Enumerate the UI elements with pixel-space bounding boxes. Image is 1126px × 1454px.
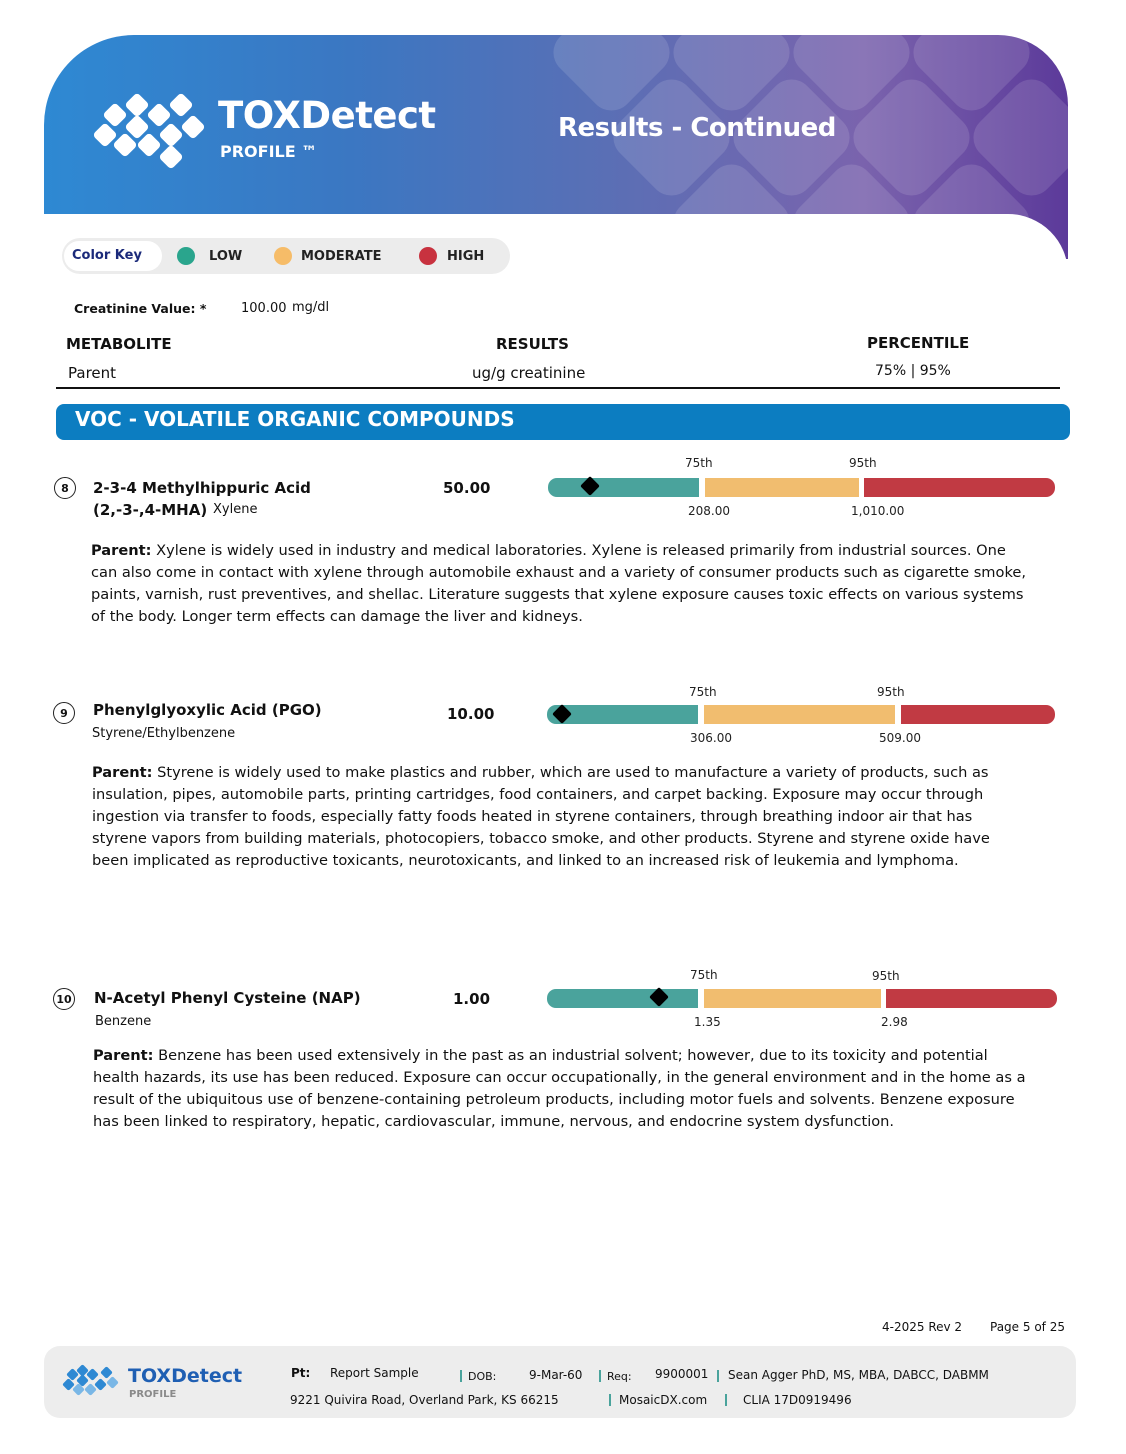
metabolite-number: 9 <box>53 702 75 724</box>
low-range-bar <box>547 989 698 1008</box>
separator <box>460 1370 462 1382</box>
key-low-label: LOW <box>209 249 243 264</box>
separator <box>599 1370 601 1382</box>
metabolite-description <box>91 540 1026 628</box>
req-value: 9900001 <box>655 1367 709 1381</box>
low-dot-icon <box>177 247 195 265</box>
metabolite-result: 1.00 <box>453 990 491 1008</box>
revision-label: 4-2025 Rev 2 <box>882 1320 963 1334</box>
req-label: Req: <box>607 1370 632 1383</box>
page-number: Page 5 of 25 <box>990 1320 1065 1334</box>
description-label: Parent: <box>91 542 152 559</box>
p75-label: 75th <box>689 685 717 699</box>
high-range-bar <box>886 989 1057 1008</box>
results-subheader: ug/g creatinine <box>472 364 586 382</box>
low-range-bar <box>548 478 699 497</box>
lab-address: 9221 Quivira Road, Overland Park, KS 66215 <box>290 1393 559 1407</box>
metabolite-name-line2: (2,-3-,4-MHA) <box>93 501 208 519</box>
p75-label: 75th <box>690 968 718 982</box>
description-label: Parent: <box>93 1047 154 1064</box>
metabolite-parent: Xylene <box>213 502 258 517</box>
metabolite-subheader: Parent <box>68 364 117 382</box>
p95-value: 2.98 <box>881 1015 908 1029</box>
toxdetect-logo-icon <box>96 96 208 158</box>
page-title: Results - Continued <box>558 113 836 143</box>
separator <box>609 1394 611 1406</box>
results-column-header: RESULTS <box>496 335 569 353</box>
percentile-column-header: PERCENTILE <box>867 334 970 352</box>
creatinine-label: Creatinine Value: * <box>74 301 207 316</box>
creatinine-unit: mg/dl <box>292 300 330 315</box>
metabolite-name: N-Acetyl Phenyl Cysteine (NAP) <box>94 989 361 1007</box>
moderate-range-bar <box>704 705 895 724</box>
p75-value: 306.00 <box>690 731 732 745</box>
website-link[interactable]: MosaicDX.com <box>619 1393 708 1407</box>
percentile-subheader: 75% | 95% <box>875 363 951 379</box>
brand-subtitle: PROFILE ™ <box>220 142 318 161</box>
brand-name: TOXDetect <box>218 94 436 137</box>
metabolite-parent: Styrene/Ethylbenzene <box>92 726 236 741</box>
creatinine-value: 100.00 <box>241 301 287 316</box>
metabolite-result: 50.00 <box>443 479 491 497</box>
metabolite-column-header: METABOLITE <box>66 335 172 353</box>
footer-brand-name: TOXDetect <box>128 1365 243 1387</box>
moderate-range-bar <box>705 478 859 497</box>
p75-value: 208.00 <box>688 504 730 518</box>
section-title: VOC - VOLATILE ORGANIC COMPOUNDS <box>75 407 515 431</box>
patient-value: Report Sample <box>330 1366 419 1380</box>
metabolite-description <box>92 762 1027 872</box>
metabolite-parent: Benzene <box>95 1014 152 1029</box>
p75-label: 75th <box>685 456 713 470</box>
separator <box>717 1370 719 1382</box>
p75-value: 1.35 <box>694 1015 721 1029</box>
separator <box>725 1394 727 1406</box>
metabolite-result: 10.00 <box>447 705 495 723</box>
color-key-label: Color Key <box>64 241 162 271</box>
moderate-dot-icon <box>274 247 292 265</box>
metabolite-description <box>93 1045 1028 1133</box>
clia-number: CLIA 17D0919496 <box>743 1393 852 1407</box>
description-text: Xylene is widely used in industry and medical laboratories. Xylene is released primarily from industrial sources. One can also come in contact with xylene through automobile exhaust and a variety of consumer products such as cigarette smoke, paints, varnish, rust preventives, and shellac. Literature suggests that xylene exposure causes toxic effects on various systems of the body. Longer term effects can damage the liver and kidneys. <box>91 542 1027 625</box>
patient-label: Pt: <box>291 1366 311 1380</box>
key-moderate-label: MODERATE <box>301 249 382 264</box>
metabolite-name: 2-3-4 Methylhippuric Acid <box>93 479 311 497</box>
p95-value: 1,010.00 <box>851 504 905 518</box>
description-text: Benzene has been used extensively in the past as an industrial solvent; however, due to its toxicity and potential health hazards, its use has been reduced. Exposure can occur occupationally, in the general environment and in the home as a result of the ubiquitous use of benzene-containing petroleum products, including motor fuels and solvents. Benzene exposure has been linked to respiratory, hepatic, cardiovascular, immune, nervous, and endocrine system dysfunction. <box>93 1047 1026 1130</box>
description-label: Parent: <box>92 764 153 781</box>
key-high-label: HIGH <box>447 249 485 264</box>
divider <box>56 387 1060 389</box>
metabolite-name: Phenylglyoxylic Acid (PGO) <box>93 701 322 719</box>
high-range-bar <box>901 705 1055 724</box>
metabolite-number: 8 <box>54 477 76 499</box>
dob-label: DOB: <box>468 1370 497 1383</box>
dob-value: 9-Mar-60 <box>529 1368 583 1382</box>
p95-label: 95th <box>872 969 900 983</box>
high-range-bar <box>864 478 1055 497</box>
footer-brand-subtitle: PROFILE <box>129 1389 177 1400</box>
toxdetect-footer-logo-icon <box>64 1366 122 1398</box>
high-dot-icon <box>419 247 437 265</box>
signer-name: Sean Agger PhD, MS, MBA, DABCC, DABMM <box>728 1368 989 1382</box>
p95-label: 95th <box>877 685 905 699</box>
p95-label: 95th <box>849 456 877 470</box>
moderate-range-bar <box>704 989 881 1008</box>
metabolite-number: 10 <box>53 988 75 1010</box>
p95-value: 509.00 <box>879 731 921 745</box>
description-text: Styrene is widely used to make plastics and rubber, which are used to manufacture a variety of products, such as insulation, pipes, automobile parts, printing cartridges, food containers, and carpet backing. Exposure may occur through ingestion via transfer to foods, especially fatty foods heated in styrene containers, through breathing indoor air that has styrene vapors from building materials, photocopiers, tobacco smoke, and other products. Styrene and styrene oxide have been implicated as reproductive toxicants, neurotoxicants, and linked to an increased risk of leukemia and lymphoma. <box>92 764 990 869</box>
